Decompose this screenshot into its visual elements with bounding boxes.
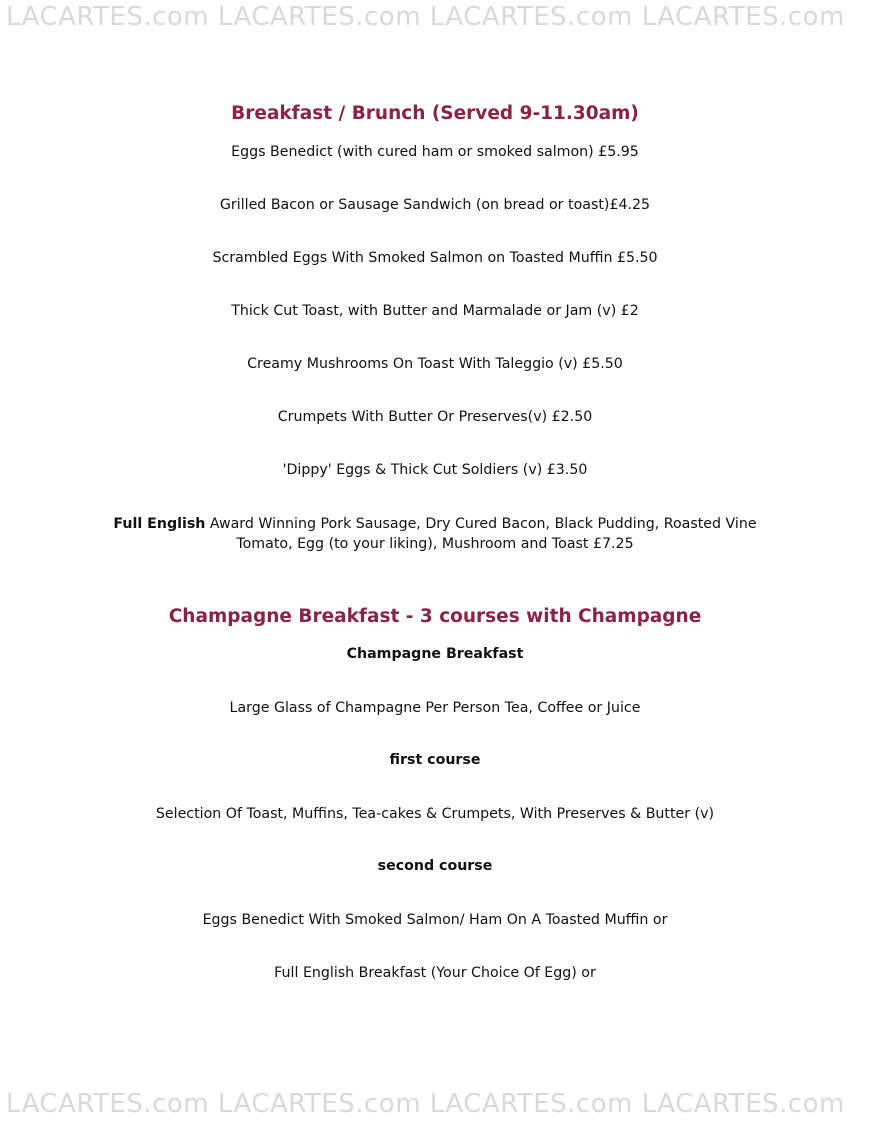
menu-item: Eggs Benedict (with cured ham or smoked salmon) £5.95 bbox=[231, 144, 639, 160]
first-course-label: first course bbox=[389, 752, 481, 768]
champagne-heading: Champagne Breakfast - 3 courses with Champagne bbox=[168, 606, 702, 627]
menu-item: 'Dippy' Eggs & Thick Cut Soldiers (v) £3.50 bbox=[282, 462, 588, 478]
full-english-description: Award Winning Pork Sausage, Dry Cured Bacon, Black Pudding, Roasted Vine bbox=[205, 516, 757, 532]
menu-item: Thick Cut Toast, with Butter and Marmalade or Jam (v) £2 bbox=[231, 303, 639, 319]
full-english-line2: Tomato, Egg (to your liking), Mushroom and Toast £7.25 bbox=[236, 535, 634, 552]
menu-item: Crumpets With Butter Or Preserves(v) £2.50 bbox=[277, 409, 593, 425]
first-course-item: Selection Of Toast, Muffins, Tea-cakes & Crumpets, With Preserves & Butter (v) bbox=[155, 806, 715, 822]
menu-item: Scrambled Eggs With Smoked Salmon on Toasted Muffin £5.50 bbox=[212, 250, 658, 266]
champagne-subheading: Champagne Breakfast bbox=[346, 646, 524, 662]
menu-item: Grilled Bacon or Sausage Sandwich (on bread or toast)£4.25 bbox=[219, 197, 651, 213]
second-course-option: Full English Breakfast (Your Choice Of Egg) or bbox=[274, 965, 596, 981]
second-course-option: Eggs Benedict With Smoked Salmon/ Ham On A Toasted Muffin or bbox=[202, 912, 668, 928]
full-english-title: Full English bbox=[113, 516, 206, 532]
breakfast-heading: Breakfast / Brunch (Served 9-11.30am) bbox=[231, 103, 639, 124]
full-english-line1 bbox=[0, 515, 870, 535]
watermark-top: LACARTES.com LACARTES.com LACARTES.com LACARTES.com bbox=[6, 2, 845, 32]
champagne-intro: Large Glass of Champagne Per Person Tea, Coffee or Juice bbox=[229, 700, 641, 716]
watermark-bottom: LACARTES.com LACARTES.com LACARTES.com LACARTES.com bbox=[6, 1089, 845, 1119]
second-course-label: second course bbox=[377, 858, 493, 874]
menu-item: Creamy Mushrooms On Toast With Taleggio (v) £5.50 bbox=[247, 356, 623, 372]
full-english-item bbox=[0, 515, 870, 554]
